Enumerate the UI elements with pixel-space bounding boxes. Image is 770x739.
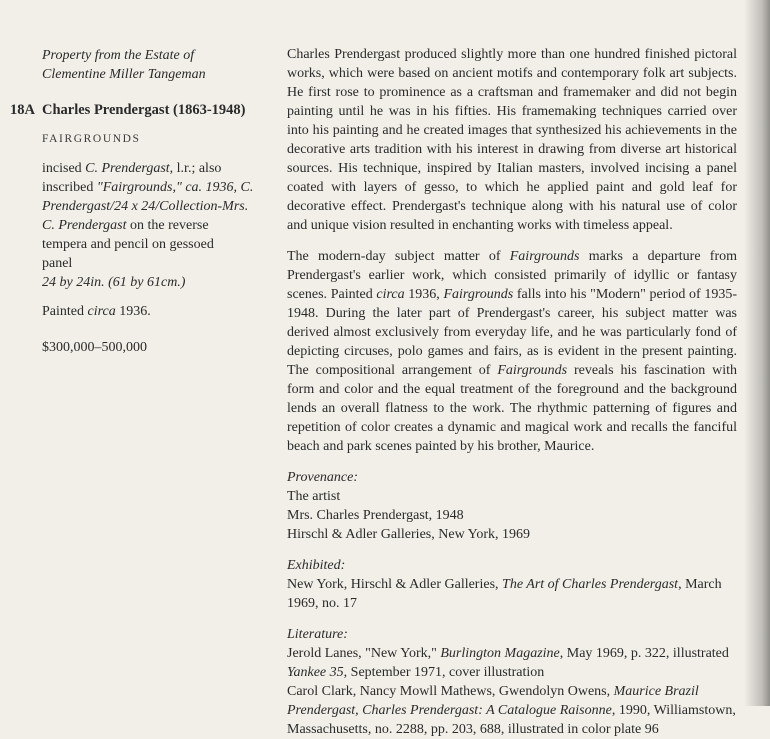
signature-line: incised C. Prendergast, l.r.; also bbox=[42, 161, 222, 176]
provenance-item: Hirschl & Adler Galleries, New York, 1969 bbox=[287, 527, 531, 542]
literature-entry: Yankee 35, September 1971, cover illustration bbox=[287, 665, 545, 680]
artwork-details bbox=[42, 159, 260, 292]
lot-heading bbox=[10, 101, 260, 120]
inscription-line-1: inscribed "Fairgrounds," ca. 1936, C. bbox=[42, 180, 254, 195]
inscription-line-2: Prendergast/24 x 24/Collection-Mrs. bbox=[42, 199, 249, 214]
inscription-line-3: C. Prendergast on the reverse bbox=[42, 218, 209, 233]
provenance-label: Provenance: bbox=[287, 470, 358, 485]
page-edge-shadow bbox=[744, 0, 770, 706]
medium-line-2: panel bbox=[42, 256, 73, 271]
lot-number: 18A bbox=[10, 102, 35, 118]
estate-provenance-line bbox=[10, 46, 260, 84]
essay-paragraph-2: The modern-day subject matter of Fairgrounds marks a departure from Prendergast's earlier work, which consisted primarily of idyllic or fantasy scenes. Painted circa 1936, Fairgrounds falls into his "Modern" period of 1935-1948. During the later part of Prendergast's career, his subject matter was derived almost exclusively from everyday life, and he was particularly fond of depicting circuses, polo games and fairs, as is evident in the present painting. The compositional arrangement of Fairgrounds reveals his fascination with form and color and the equal treatment of the foreground and the background lends an overall flatness to the work. The rhythmic patterning of figures and repetition of color creates a dynamic and magical work and recalls the fanciful beach and park scenes painted by his brother, Maurice. bbox=[287, 249, 738, 454]
exhibition-entry: New York, Hirschl & Adler Galleries, The Art of Charles Prendergast, March 1969, no. 17 bbox=[287, 577, 722, 611]
estate-line-1: Property from the Estate of bbox=[42, 48, 195, 63]
exhibited-section bbox=[287, 556, 737, 613]
estimate: $300,000–500,000 bbox=[42, 340, 147, 355]
literature-label: Literature: bbox=[287, 627, 348, 642]
essay-column bbox=[287, 45, 737, 739]
literature-section bbox=[287, 625, 737, 739]
provenance-section bbox=[287, 468, 737, 544]
dimensions: 24 by 24in. (61 by 61cm.) bbox=[42, 275, 186, 290]
exhibited-label: Exhibited: bbox=[287, 558, 346, 573]
painted-date: Painted circa 1936. bbox=[42, 304, 151, 319]
estate-line-2: Clementine Miller Tangeman bbox=[42, 67, 206, 82]
artist-name: Charles Prendergast (1863-1948) bbox=[42, 102, 246, 118]
provenance-item: The artist bbox=[287, 489, 341, 504]
lot-info-column bbox=[10, 46, 260, 357]
artwork-title: FAIRGROUNDS bbox=[42, 133, 141, 145]
medium-line-1: tempera and pencil on gessoed bbox=[42, 237, 214, 252]
provenance-item: Mrs. Charles Prendergast, 1948 bbox=[287, 508, 464, 523]
literature-entry: Jerold Lanes, "New York," Burlington Magazine, May 1969, p. 322, illustrated bbox=[287, 646, 729, 661]
literature-entry: Carol Clark, Nancy Mowll Mathews, Gwendolyn Owens, Maurice Brazil Prendergast, Charles Prendergast: A Catalogue Raisonne, 1990, Williamstown, Massachusetts, no. 2288, pp. 203, 688, illustrated in color plate 96 bbox=[287, 684, 736, 737]
essay-paragraph-1: Charles Prendergast produced slightly more than one hundred finished pictoral works, which were based on ancient motifs and contemporary folk art subjects. He first rose to prominence as a craftsman and framemaker and did not begin painting until he was in his fifties. His framemaking techniques carried over into his painting and he created images that synthesized his achievements in the decorative arts tradition with his interest in drawing from diverse art historical sources. His technique, inspired by Italian masters, involved incising a panel coated with layers of gesso, to which he applied paint and gold leaf for decorative effect. Prendergast's technique along with his natural use of color and unique vision resulted in enchanting works with timeless appeal. bbox=[287, 47, 737, 233]
